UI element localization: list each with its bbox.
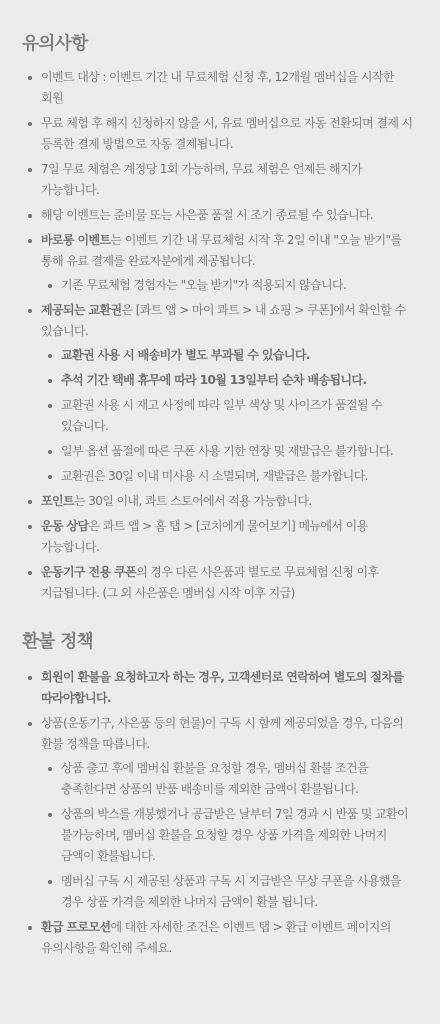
- notice-sub-item: [41, 370, 418, 391]
- notice-item: [22, 230, 418, 296]
- notice-item-text: 의 경우 다른 사은품과 별도로 무료체험 신청 이후 지급됩니다. (그 외 사은품은 멤버십 시작 이후 지급): [41, 565, 379, 600]
- notice-item-text: 해당 이벤트는 준비물 또는 사은품 품절 시 조기 종료될 수 있습니다.: [41, 208, 374, 222]
- notice-sub-item-text: 기존 무료체험 경험자는 "오늘 받기"가 적용되지 않습니다.: [61, 278, 347, 292]
- notice-item-text: 는 30일 이내, 콰트 스토어에서 적용 가능합니다.: [73, 494, 312, 508]
- notice-item: [22, 491, 418, 512]
- notice-item-text: 무료 체험 후 해지 신청하지 않을 시, 유료 멤버십으로 자동 전환되며 결제 시 등록한 결제 방법으로 자동 결제됩니다.: [41, 116, 413, 151]
- refund-sub-item: [41, 871, 418, 913]
- notice-item-highlight: 바로롱 이벤트: [41, 233, 111, 247]
- refund-section-title: 환불 정책: [22, 632, 94, 652]
- notice-item-text: 은 콰트 앱 > 홈 탭 > [코치에게 물어보기] 메뉴에서 이용 가능합니다.: [41, 519, 368, 554]
- notice-item-text: 은 [콰트 앱 > 마이 콰트 > 내 쇼핑 > 쿠폰]에서 확인할 수 있습니다.: [41, 303, 406, 338]
- notice-item-highlight: 포인트: [41, 494, 74, 508]
- notice-sub-item-text: 교환권 사용 시 재고 사정에 따라 일부 색상 및 사이즈가 품절될 수 있습니다.: [61, 398, 383, 433]
- refund-sub-item: [41, 758, 418, 800]
- refund-item: [22, 713, 418, 913]
- refund-sub-item-text: 상품 출고 후에 멤버십 환불을 요청할 경우, 멤버십 환불 조건을 충족한다면 상품의 반품 배송비를 제외한 금액이 환불됩니다.: [61, 761, 368, 796]
- notice-item: [22, 113, 418, 155]
- refund-item-text: 상품(운동기구, 사은품 등의 현물)이 구독 시 함께 제공되었을 경우, 다음의 환불 정책을 따릅니다.: [41, 716, 404, 751]
- notice-sub-item-highlight: 추석 기간 택배 휴무에 따라 10월 13일부터 순차 배송됩니다.: [61, 373, 367, 387]
- notice-item-highlight: 운동 상담: [41, 519, 89, 533]
- notice-item: [22, 205, 418, 226]
- notice-sub-item-highlight: 교환권 사용 시 배송비가 별도 부과될 수 있습니다.: [61, 348, 310, 362]
- notice-sub-item-text: 교환권은 30일 이내 미사용 시 소멸되며, 재발급은 불가합니다.: [61, 469, 368, 483]
- notice-item: [22, 516, 418, 558]
- notice-sub-item: [41, 466, 418, 487]
- notice-item-text: 이벤트 대상 : 이벤트 기간 내 무료체험 신청 후, 12개월 멤버십을 시작한 회원: [41, 70, 394, 105]
- notice-item: [22, 67, 418, 109]
- notice-item-text: 7일 무료 체험은 계정당 1회 가능하며, 무료 체험은 언제든 해지가 가능합니다.: [41, 162, 363, 197]
- refund-item-highlight: 회원이 환불을 요청하고자 하는 경우, 고객센터로 연락하여 별도의 절차를 따라야합니다.: [41, 670, 404, 705]
- notice-sub-list: [41, 275, 418, 296]
- refund-item-highlight: 환급 프로모션: [41, 920, 111, 934]
- notice-sub-item: [41, 395, 418, 437]
- notice-sub-item: [41, 275, 418, 296]
- notice-item-text: 는 이벤트 기간 내 무료체험 시작 후 2일 이내 "오늘 받기"를 통해 유료 결제를 완료자분에게 제공됩니다.: [41, 233, 402, 268]
- refund-item-text: 에 대한 자세한 조건은 이벤트 탭 > 환급 이벤트 페이지의 유의사항을 확인해 주세요.: [41, 920, 391, 955]
- refund-sub-item-text: 상품의 박스를 개봉했거나 공급받은 날부터 7일 경과 시 반품 및 교환이 불가능하며, 멤버십 환불을 요청할 경우 상품 가격을 제외한 나머지 금액이 환불됩니다.: [61, 807, 408, 863]
- notice-list: [22, 67, 418, 604]
- notice-item: [22, 159, 418, 201]
- notice-item-highlight: 제공되는 교환권: [41, 303, 122, 317]
- notice-sub-item: [41, 441, 418, 462]
- refund-item: [22, 917, 418, 959]
- refund-list: [22, 667, 418, 959]
- refund-item: [22, 667, 418, 709]
- notice-sub-list: [41, 345, 418, 487]
- refund-sub-item: [41, 804, 418, 867]
- refund-sub-item-text: 멤버십 구독 시 제공된 상품과 구독 시 지급받은 무상 쿠폰을 사용했을 경우 상품 가격을 제외한 나머지 금액이 환불 됩니다.: [61, 874, 401, 909]
- notice-sub-item: [41, 345, 418, 366]
- notice-item: [22, 562, 418, 604]
- refund-sub-list: [41, 758, 418, 913]
- notice-item-highlight: 운동기구 전용 쿠폰: [41, 565, 137, 579]
- notice-sub-item-text: 일부 옵션 품절에 따른 쿠폰 사용 기한 연장 및 재발급은 불가합니다.: [61, 444, 394, 458]
- notice-section-title: 유의사항: [22, 34, 88, 54]
- notice-item: [22, 300, 418, 487]
